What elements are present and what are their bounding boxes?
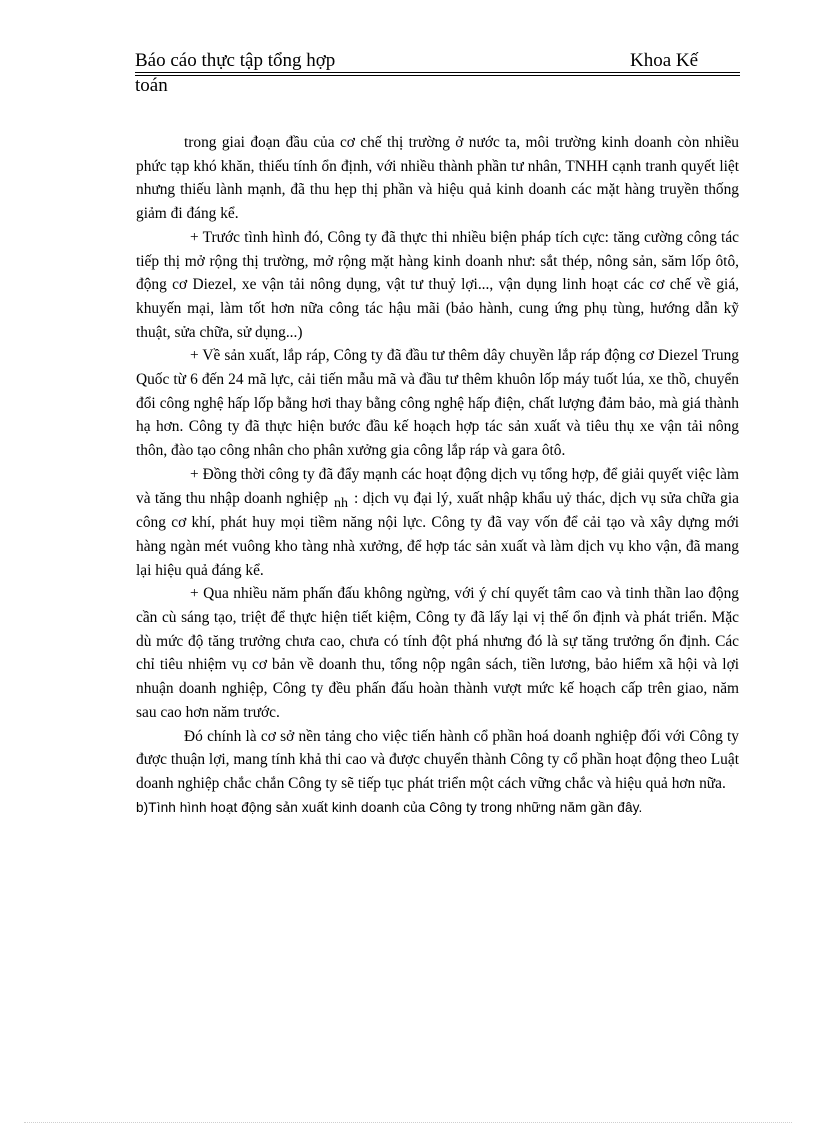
paragraph-equitization: Đó chính là cơ sở nền tảng cho việc tiến hành cổ phần hoá doanh nghiệp đối với Công ty được thuận lợi, mang tính khả thi cao và được chuyển thành Công ty cổ phần hoạt động theo Luật doanh nghiệp chắc chắn Công ty sẽ tiếp tục phát triển một cách vững chắc và hiệu quả hơn nữa.: [136, 727, 739, 792]
header-report-title: Báo cáo thực tập tổng hợp: [135, 50, 336, 71]
paragraph-services-part-a: + Đồng thời công ty đã đẩy mạnh các hoạt động dịch vụ tổng hợp, để giải quyết việc làm và tăng thu nhập doanh nghiệp: [136, 465, 739, 507]
header-department-continuation: toán: [135, 75, 168, 96]
paragraph-achievements: + Qua nhiều năm phấn đấu không ngừng, với ý chí quyết tâm cao và tinh thần lao động cần cù sáng tạo, triệt để thực hiện tiết kiệm, Công ty đã lấy lại vị thế ổn định và phát triển. Mặc dù mức độ tăng trưởng chưa cao, chưa có tính đột phá nhưng đó là sự tăng trưởng ổn định. Các chỉ tiêu nhiệm vụ cơ bản về doanh thu, tổng nộp ngân sách, tiền lương, bảo hiểm xã hội và lợi nhuận doanh nghiệp, Công ty đều phấn đấu hoàn thành vượt mức kế hoạch cấp trên giao, năm sau cao hơn năm trước.: [136, 585, 739, 721]
paragraph-production-assembly: + Về sản xuất, lắp ráp, Công ty đã đầu tư thêm dây chuyền lắp ráp động cơ Diezel Trung Quốc từ 6 đến 24 mã lực, cải tiến mẫu mã và đầu tư thêm khuôn lốp máy tuốt lúa, xe thồ, chuyển đổi công nghệ hấp lốp bằng hơi thay bằng công nghệ hấp điện, chất lượng đảm bảo, mà giá thành hạ hơn. Công ty đã thực hiện bước đầu kế hoạch hợp tác sản xuất và tiêu thụ xe vận tải nông thôn, đào tạo công nhân cho phân xưởng gia công lắp ráp và gara ôtô.: [136, 347, 739, 460]
paragraph-market-context: trong giai đoạn đầu của cơ chế thị trường ở nước ta, môi trường kinh doanh còn nhiều phức tạp khó khăn, thiếu tính ổn định, với nhiều thành phần tư nhân, TNHH cạnh tranh quyết liệt nhưng thiếu lành mạnh, đã thu hẹp thị phần và hiệu quả kinh doanh các mặt hàng truyền thống giảm đi đáng kể.: [136, 134, 739, 223]
page-header: [135, 50, 740, 73]
paragraph-services: [136, 463, 739, 583]
paragraph-services-part-b: : dịch vụ đại lý, xuất nhập khẩu uỷ thác, dịch vụ sửa chữa gia công cơ khí, phát huy mọi tiềm năng nội lực. Công ty đã vay vốn để cải tạo và xây dựng mới hàng ngàn mét vuông kho tàng nhà xưởng, để hợp tác sản xuất và làm dịch vụ kho vận, đã mang lại hiệu quả đáng kể.: [136, 489, 739, 579]
paragraph-business-measures: + Trước tình hình đó, Công ty đã thực thi nhiều biện pháp tích cực: tăng cường công tác tiếp thị mở rộng thị trường, mở rộng mặt hàng kinh doanh như: sắt thép, nông sản, săm lốp ôtô, động cơ Diezel, xe vận tải nông dụng, vật tư thuỷ lợi..., vận dụng linh hoạt các cơ chế về giá, khuyến mại, làm tốt hơn nữa công tác hậu mãi (bảo hành, cung ứng phụ tùng, hướng dẫn kỹ thuật, sửa chữa, sử dụng...): [136, 228, 739, 341]
section-heading-b: b)Tình hình hoạt động sản xuất kinh doanh của Công ty trong những năm gần đây.: [136, 799, 643, 815]
stray-text-nh: nh: [334, 495, 349, 511]
header-department: Khoa Kế: [630, 50, 699, 71]
document-body: [136, 131, 739, 819]
